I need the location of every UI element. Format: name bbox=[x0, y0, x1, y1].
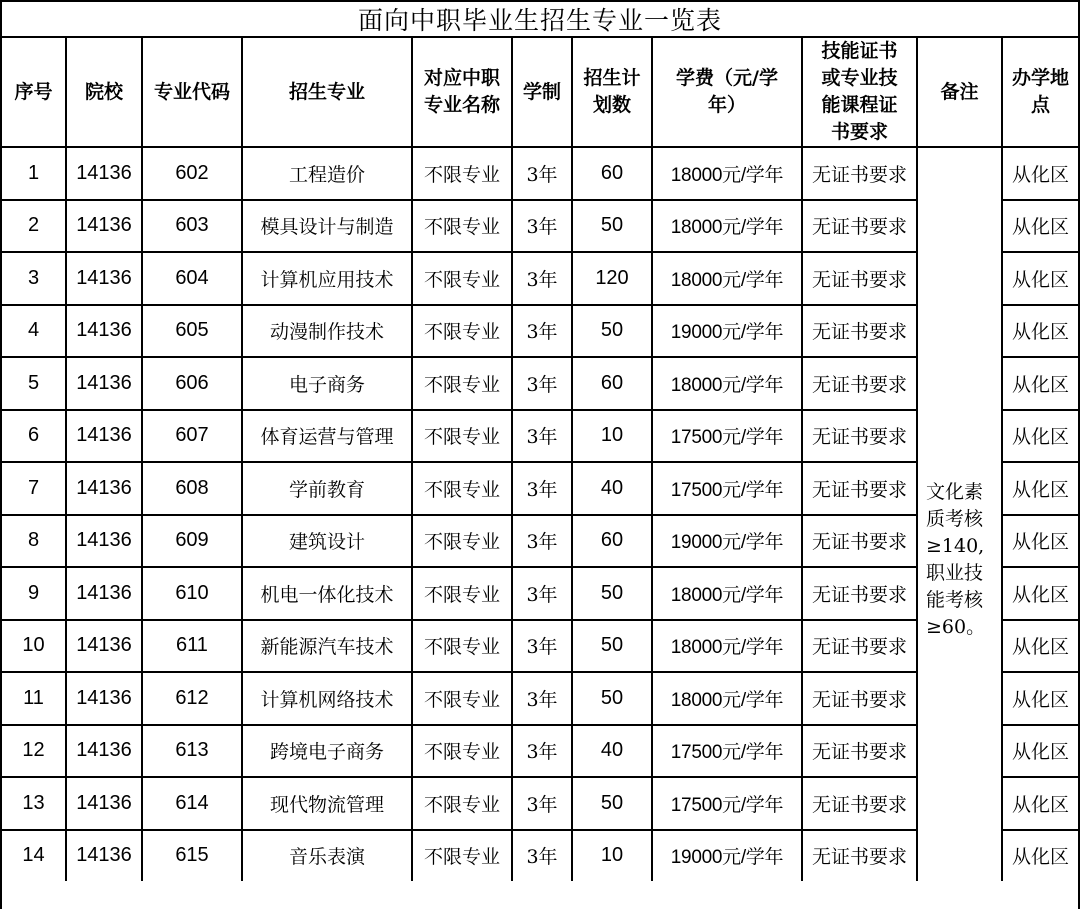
cell-cert: 无证书要求 bbox=[802, 410, 917, 463]
cell-fee: 18000元/学年 bbox=[652, 252, 802, 305]
cell-years: 3年 bbox=[512, 725, 572, 778]
cell-location: 从化区 bbox=[1002, 777, 1078, 830]
cell-seq: 14 bbox=[2, 830, 66, 882]
table-row bbox=[2, 147, 1078, 200]
cell-cert: 无证书要求 bbox=[802, 725, 917, 778]
cell-fee: 17500元/学年 bbox=[652, 725, 802, 778]
cell-location: 从化区 bbox=[1002, 462, 1078, 515]
cell-plan: 50 bbox=[572, 672, 652, 725]
cell-location: 从化区 bbox=[1002, 147, 1078, 200]
table-row bbox=[2, 672, 1078, 725]
table-row bbox=[2, 515, 1078, 568]
cell-cert: 无证书要求 bbox=[802, 620, 917, 673]
cell-fee: 19000元/学年 bbox=[652, 830, 802, 882]
cell-fee: 18000元/学年 bbox=[652, 620, 802, 673]
cell-location: 从化区 bbox=[1002, 410, 1078, 463]
cell-years: 3年 bbox=[512, 147, 572, 200]
cell-plan: 60 bbox=[572, 357, 652, 410]
cell-fee: 18000元/学年 bbox=[652, 567, 802, 620]
cell-location: 从化区 bbox=[1002, 252, 1078, 305]
cell-code: 605 bbox=[142, 305, 242, 358]
table-row bbox=[2, 567, 1078, 620]
cell-code: 613 bbox=[142, 725, 242, 778]
table-body bbox=[2, 147, 1078, 881]
cell-cert: 无证书要求 bbox=[802, 305, 917, 358]
cell-match: 不限专业 bbox=[412, 410, 512, 463]
cell-years: 3年 bbox=[512, 830, 572, 882]
cell-cert: 无证书要求 bbox=[802, 462, 917, 515]
cell-cert: 无证书要求 bbox=[802, 200, 917, 253]
cell-seq: 9 bbox=[2, 567, 66, 620]
cell-cert: 无证书要求 bbox=[802, 515, 917, 568]
cell-location: 从化区 bbox=[1002, 672, 1078, 725]
cell-school: 14136 bbox=[66, 410, 142, 463]
majors-table bbox=[2, 38, 1078, 881]
cell-years: 3年 bbox=[512, 567, 572, 620]
cell-cert: 无证书要求 bbox=[802, 830, 917, 882]
cell-school: 14136 bbox=[66, 357, 142, 410]
column-header-plan: 招生计 划数 bbox=[572, 38, 652, 147]
cell-code: 607 bbox=[142, 410, 242, 463]
cell-location: 从化区 bbox=[1002, 200, 1078, 253]
table-row bbox=[2, 200, 1078, 253]
table-row bbox=[2, 620, 1078, 673]
cell-cert: 无证书要求 bbox=[802, 777, 917, 830]
remark-line: 能考核 bbox=[926, 588, 984, 611]
cell-code: 611 bbox=[142, 620, 242, 673]
cell-match: 不限专业 bbox=[412, 672, 512, 725]
cell-seq: 12 bbox=[2, 725, 66, 778]
cell-fee: 19000元/学年 bbox=[652, 305, 802, 358]
cell-school: 14136 bbox=[66, 725, 142, 778]
cell-school: 14136 bbox=[66, 830, 142, 882]
cell-code: 615 bbox=[142, 830, 242, 882]
cell-code: 603 bbox=[142, 200, 242, 253]
remark-line: 质考核 bbox=[926, 507, 984, 530]
column-header-years: 学制 bbox=[512, 38, 572, 147]
cell-cert: 无证书要求 bbox=[802, 672, 917, 725]
cell-major: 学前教育 bbox=[242, 462, 412, 515]
table-row bbox=[2, 777, 1078, 830]
table-row bbox=[2, 410, 1078, 463]
cell-years: 3年 bbox=[512, 200, 572, 253]
cell-plan: 50 bbox=[572, 620, 652, 673]
cell-fee: 18000元/学年 bbox=[652, 200, 802, 253]
cell-years: 3年 bbox=[512, 672, 572, 725]
table-row bbox=[2, 462, 1078, 515]
cell-location: 从化区 bbox=[1002, 725, 1078, 778]
cell-plan: 50 bbox=[572, 777, 652, 830]
cell-cert: 无证书要求 bbox=[802, 357, 917, 410]
cell-seq: 3 bbox=[2, 252, 66, 305]
cell-years: 3年 bbox=[512, 252, 572, 305]
column-header-remark: 备注 bbox=[917, 38, 1002, 147]
column-header-cert: 技能证书 或专业技 能课程证 书要求 bbox=[802, 38, 917, 147]
cell-location: 从化区 bbox=[1002, 357, 1078, 410]
cell-location: 从化区 bbox=[1002, 620, 1078, 673]
table-title: 面向中职毕业生招生专业一览表 bbox=[2, 2, 1078, 38]
cell-fee: 17500元/学年 bbox=[652, 462, 802, 515]
cell-years: 3年 bbox=[512, 305, 572, 358]
column-header-code: 专业代码 bbox=[142, 38, 242, 147]
column-header-match: 对应中职 专业名称 bbox=[412, 38, 512, 147]
cell-major: 动漫制作技术 bbox=[242, 305, 412, 358]
cell-code: 610 bbox=[142, 567, 242, 620]
cell-seq: 8 bbox=[2, 515, 66, 568]
cell-cert: 无证书要求 bbox=[802, 147, 917, 200]
cell-match: 不限专业 bbox=[412, 725, 512, 778]
cell-plan: 50 bbox=[572, 200, 652, 253]
cell-major: 模具设计与制造 bbox=[242, 200, 412, 253]
table-row bbox=[2, 725, 1078, 778]
cell-seq: 6 bbox=[2, 410, 66, 463]
cell-match: 不限专业 bbox=[412, 462, 512, 515]
cell-seq: 4 bbox=[2, 305, 66, 358]
column-header-fee: 学费（元/学 年） bbox=[652, 38, 802, 147]
cell-cert: 无证书要求 bbox=[802, 252, 917, 305]
cell-plan: 40 bbox=[572, 725, 652, 778]
cell-fee: 18000元/学年 bbox=[652, 357, 802, 410]
cell-seq: 2 bbox=[2, 200, 66, 253]
cell-fee: 18000元/学年 bbox=[652, 672, 802, 725]
cell-years: 3年 bbox=[512, 777, 572, 830]
column-header-seq: 序号 bbox=[2, 38, 66, 147]
cell-years: 3年 bbox=[512, 462, 572, 515]
cell-major: 计算机网络技术 bbox=[242, 672, 412, 725]
cell-code: 606 bbox=[142, 357, 242, 410]
cell-plan: 10 bbox=[572, 410, 652, 463]
cell-plan: 60 bbox=[572, 515, 652, 568]
cell-plan: 40 bbox=[572, 462, 652, 515]
cell-major: 计算机应用技术 bbox=[242, 252, 412, 305]
cell-match: 不限专业 bbox=[412, 620, 512, 673]
cell-seq: 11 bbox=[2, 672, 66, 725]
remark-cell bbox=[917, 147, 1002, 881]
cell-fee: 17500元/学年 bbox=[652, 777, 802, 830]
cell-years: 3年 bbox=[512, 410, 572, 463]
cell-match: 不限专业 bbox=[412, 567, 512, 620]
cell-match: 不限专业 bbox=[412, 252, 512, 305]
cell-school: 14136 bbox=[66, 777, 142, 830]
cell-school: 14136 bbox=[66, 200, 142, 253]
cell-major: 跨境电子商务 bbox=[242, 725, 412, 778]
cell-major: 现代物流管理 bbox=[242, 777, 412, 830]
cell-plan: 50 bbox=[572, 567, 652, 620]
cell-location: 从化区 bbox=[1002, 515, 1078, 568]
cell-location: 从化区 bbox=[1002, 567, 1078, 620]
cell-match: 不限专业 bbox=[412, 200, 512, 253]
remark-line: ≥60。 bbox=[926, 615, 986, 638]
cell-years: 3年 bbox=[512, 357, 572, 410]
cell-plan: 120 bbox=[572, 252, 652, 305]
cell-plan: 10 bbox=[572, 830, 652, 882]
cell-location: 从化区 bbox=[1002, 305, 1078, 358]
cell-seq: 13 bbox=[2, 777, 66, 830]
cell-seq: 5 bbox=[2, 357, 66, 410]
cell-school: 14136 bbox=[66, 672, 142, 725]
cell-major: 体育运营与管理 bbox=[242, 410, 412, 463]
cell-school: 14136 bbox=[66, 620, 142, 673]
cell-code: 609 bbox=[142, 515, 242, 568]
cell-major: 机电一体化技术 bbox=[242, 567, 412, 620]
table-row bbox=[2, 305, 1078, 358]
cell-major: 工程造价 bbox=[242, 147, 412, 200]
table-row bbox=[2, 252, 1078, 305]
cell-match: 不限专业 bbox=[412, 777, 512, 830]
cell-match: 不限专业 bbox=[412, 305, 512, 358]
cell-code: 602 bbox=[142, 147, 242, 200]
cell-fee: 17500元/学年 bbox=[652, 410, 802, 463]
cell-code: 604 bbox=[142, 252, 242, 305]
cell-years: 3年 bbox=[512, 515, 572, 568]
cell-plan: 50 bbox=[572, 305, 652, 358]
cell-major: 新能源汽车技术 bbox=[242, 620, 412, 673]
remark-line: 文化素 bbox=[926, 480, 984, 503]
cell-code: 614 bbox=[142, 777, 242, 830]
table-row bbox=[2, 357, 1078, 410]
cell-major: 电子商务 bbox=[242, 357, 412, 410]
column-header-major: 招生专业 bbox=[242, 38, 412, 147]
cell-school: 14136 bbox=[66, 305, 142, 358]
column-header-location: 办学地 点 bbox=[1002, 38, 1078, 147]
cell-match: 不限专业 bbox=[412, 830, 512, 882]
cell-fee: 18000元/学年 bbox=[652, 147, 802, 200]
cell-major: 音乐表演 bbox=[242, 830, 412, 882]
cell-location: 从化区 bbox=[1002, 830, 1078, 882]
table-row bbox=[2, 830, 1078, 882]
cell-school: 14136 bbox=[66, 462, 142, 515]
cell-school: 14136 bbox=[66, 252, 142, 305]
cell-match: 不限专业 bbox=[412, 515, 512, 568]
cell-seq: 10 bbox=[2, 620, 66, 673]
cell-cert: 无证书要求 bbox=[802, 567, 917, 620]
cell-code: 612 bbox=[142, 672, 242, 725]
cell-school: 14136 bbox=[66, 567, 142, 620]
remark-line: 职业技 bbox=[926, 561, 984, 584]
cell-match: 不限专业 bbox=[412, 357, 512, 410]
cell-fee: 19000元/学年 bbox=[652, 515, 802, 568]
column-header-school: 院校 bbox=[66, 38, 142, 147]
cell-seq: 1 bbox=[2, 147, 66, 200]
cell-school: 14136 bbox=[66, 147, 142, 200]
cell-code: 608 bbox=[142, 462, 242, 515]
cell-school: 14136 bbox=[66, 515, 142, 568]
cell-match: 不限专业 bbox=[412, 147, 512, 200]
cell-years: 3年 bbox=[512, 620, 572, 673]
remark-line: ≥140, bbox=[926, 534, 985, 557]
cell-seq: 7 bbox=[2, 462, 66, 515]
cell-major: 建筑设计 bbox=[242, 515, 412, 568]
cell-plan: 60 bbox=[572, 147, 652, 200]
header-row bbox=[2, 38, 1078, 147]
